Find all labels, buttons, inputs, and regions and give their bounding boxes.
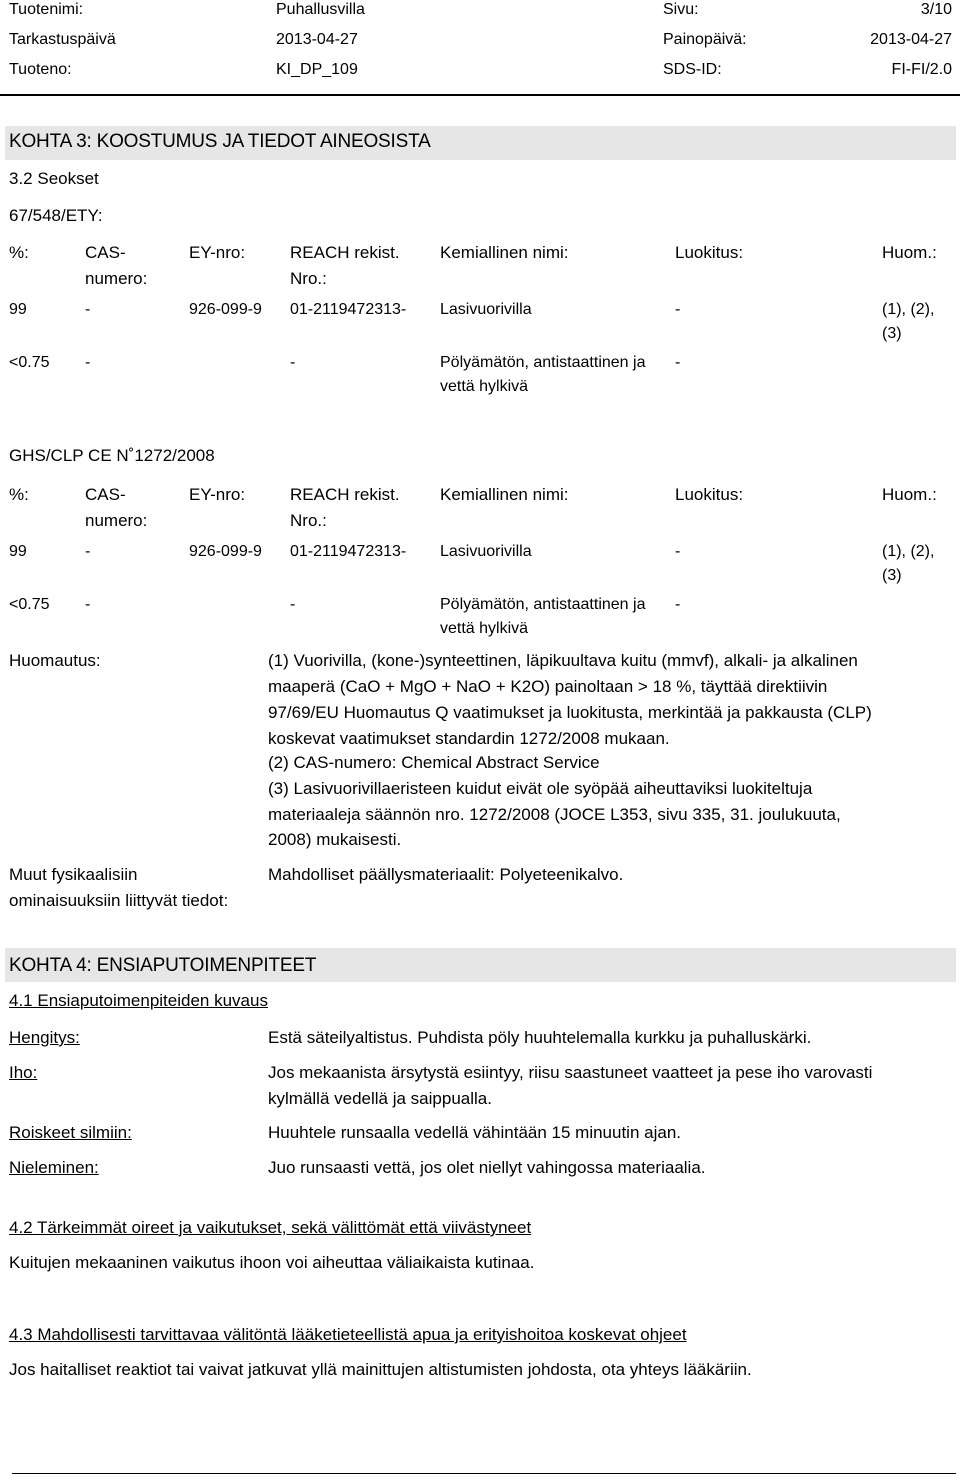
section3-subtitle: 3.2 Seokset bbox=[9, 169, 99, 188]
cell-class: - bbox=[675, 543, 681, 560]
cell-chem: Pölyämätön, antistaattinen ja bbox=[440, 354, 646, 371]
cell-cas: - bbox=[85, 596, 91, 613]
cell-pct: 99 bbox=[9, 301, 27, 318]
cell-chem: Lasivuorivilla bbox=[440, 301, 532, 318]
print-date-value: 2013-04-27 bbox=[870, 31, 952, 48]
other-info-label: Muut fysikaalisiin bbox=[9, 865, 138, 884]
cell-ey: - bbox=[290, 596, 296, 613]
print-date-label: Painopäivä: bbox=[663, 31, 747, 48]
section4-2-text: Kuitujen mekaaninen vaikutus ihoon voi aiheuttaa väliaikaista kutinaa. bbox=[9, 1253, 535, 1272]
cell-chem-2: vettä hylkivä bbox=[440, 620, 529, 637]
cell-cas: - bbox=[85, 301, 91, 318]
cell-note: (1), (2), bbox=[882, 301, 935, 318]
remark-line: materiaaleja säännön nro. 1272/2008 (JOCE L353, sivu 335, 31. joulukuuta, bbox=[268, 805, 841, 824]
remark-line: (3) Lasivuorivillaeristeen kuidut eivät ole syöpää aiheuttaviksi luokiteltuja bbox=[268, 779, 813, 798]
col-class: Luokitus: bbox=[675, 485, 744, 504]
col-reach: REACH rekist. bbox=[290, 243, 400, 262]
cell-chem: Lasivuorivilla bbox=[440, 543, 532, 560]
table2-title: GHS/CLP CE N˚1272/2008 bbox=[9, 446, 215, 465]
remark-label: Huomautus: bbox=[9, 651, 101, 670]
remark-line: (2) CAS-numero: Chemical Abstract Service bbox=[268, 753, 600, 772]
page-value: 3/10 bbox=[920, 1, 952, 18]
cell-reach: 01-2119472313- bbox=[290, 301, 407, 318]
first-aid-text: Estä säteilyaltistus. Puhdista pöly huuhtelemalla kurkku ja puhalluskärki. bbox=[268, 1028, 812, 1047]
remark-line: koskevat vaatimukset standardin 1272/2008 mukaan. bbox=[268, 729, 670, 748]
sds-id-label: SDS-ID: bbox=[663, 61, 722, 78]
revision-date-label: Tarkastuspäivä bbox=[9, 31, 116, 48]
col-ey: EY-nro: bbox=[189, 243, 246, 262]
revision-date-value: 2013-04-27 bbox=[276, 31, 358, 48]
section4-1-heading: 4.1 Ensiaputoimenpiteiden kuvaus bbox=[9, 991, 268, 1010]
cell-pct: 99 bbox=[9, 543, 27, 560]
footer-divider bbox=[12, 1473, 956, 1474]
section4-3-text: Jos haitalliset reaktiot tai vaivat jatkuvat yllä mainittujen altistumisten johdosta, ota yhteys lääkäriin. bbox=[9, 1360, 752, 1379]
col-pct: %: bbox=[9, 243, 29, 262]
first-aid-text: Juo runsaasti vettä, jos olet niellyt vahingossa materiaalia. bbox=[268, 1158, 706, 1177]
cell-pct: <0.75 bbox=[9, 354, 50, 371]
cell-cas: - bbox=[85, 543, 91, 560]
product-number-label: Tuoteno: bbox=[9, 61, 72, 78]
col-cas: CAS- bbox=[85, 243, 126, 262]
remark-line: maaperä (CaO + MgO + NaO + K2O) painoltaan > 18 %, täyttää direktiivin bbox=[268, 677, 828, 696]
cell-chem-2: vettä hylkivä bbox=[440, 378, 529, 395]
col-pct: %: bbox=[9, 485, 29, 504]
cell-class: - bbox=[675, 354, 681, 371]
first-aid-text: Jos mekaanista ärsytystä esiintyy, riisu saastuneet vaatteet ja pese iho varovasti bbox=[268, 1063, 873, 1082]
remark-line: (1) Vuorivilla, (kone-)synteettinen, läpikuultava kuitu (mmvf), alkali- ja alkalinen bbox=[268, 651, 858, 670]
first-aid-label: Iho: bbox=[9, 1063, 38, 1082]
cell-class: - bbox=[675, 301, 681, 318]
sds-id-value: FI-FI/2.0 bbox=[891, 61, 952, 78]
first-aid-label: Nieleminen: bbox=[9, 1158, 99, 1177]
cell-chem: Pölyämätön, antistaattinen ja bbox=[440, 596, 646, 613]
cell-ey: 926-099-9 bbox=[189, 543, 262, 560]
section4-3-heading: 4.3 Mahdollisesti tarvittavaa välitöntä lääketieteellistä apua ja erityishoitoa koskevat ohjeet bbox=[9, 1325, 687, 1344]
col-reach-2: Nro.: bbox=[290, 511, 327, 530]
first-aid-text: Huuhtele runsaalla vedellä vähintään 15 minuutin ajan. bbox=[268, 1123, 682, 1142]
col-note: Huom.: bbox=[882, 243, 937, 262]
cell-ey: - bbox=[290, 354, 296, 371]
col-note: Huom.: bbox=[882, 485, 937, 504]
cell-class: - bbox=[675, 596, 681, 613]
col-class: Luokitus: bbox=[675, 243, 744, 262]
remark-line: 97/69/EU Huomautus Q vaatimukset ja luokitusta, merkintää ja pakkausta (CLP) bbox=[268, 703, 872, 722]
col-cas-2: numero: bbox=[85, 511, 148, 530]
table1-title: 67/548/ETY: bbox=[9, 206, 103, 225]
first-aid-text-2: kylmällä vedellä ja saippualla. bbox=[268, 1089, 492, 1108]
cell-note-2: (3) bbox=[882, 567, 902, 584]
product-number-value: KI_DP_109 bbox=[276, 61, 358, 78]
col-reach: REACH rekist. bbox=[290, 485, 400, 504]
section3-title: KOHTA 3: KOOSTUMUS JA TIEDOT AINEOSISTA bbox=[9, 131, 431, 152]
page-label: Sivu: bbox=[663, 1, 699, 18]
header-divider bbox=[0, 94, 960, 96]
cell-note: (1), (2), bbox=[882, 543, 935, 560]
product-name-value: Puhallusvilla bbox=[276, 1, 365, 18]
col-reach-2: Nro.: bbox=[290, 269, 327, 288]
cell-cas: - bbox=[85, 354, 91, 371]
col-ey: EY-nro: bbox=[189, 485, 246, 504]
other-info-value: Mahdolliset päällysmateriaalit: Polyeteenikalvo. bbox=[268, 865, 624, 884]
other-info-label-2: ominaisuuksiin liittyvät tiedot: bbox=[9, 891, 229, 910]
col-cas: CAS- bbox=[85, 485, 126, 504]
first-aid-label: Hengitys: bbox=[9, 1028, 80, 1047]
product-name-label: Tuotenimi: bbox=[9, 1, 84, 18]
cell-ey: 926-099-9 bbox=[189, 301, 262, 318]
cell-pct: <0.75 bbox=[9, 596, 50, 613]
cell-note-2: (3) bbox=[882, 325, 902, 342]
cell-reach: 01-2119472313- bbox=[290, 543, 407, 560]
section4-2-heading: 4.2 Tärkeimmät oireet ja vaikutukset, sekä välittömät että viivästyneet bbox=[9, 1218, 532, 1237]
first-aid-label: Roiskeet silmiin: bbox=[9, 1123, 132, 1142]
col-chem: Kemiallinen nimi: bbox=[440, 243, 569, 262]
remark-line: 2008) mukaisesti. bbox=[268, 830, 402, 849]
col-chem: Kemiallinen nimi: bbox=[440, 485, 569, 504]
col-cas-2: numero: bbox=[85, 269, 148, 288]
section4-title: KOHTA 4: ENSIAPUTOIMENPITEET bbox=[9, 955, 317, 976]
